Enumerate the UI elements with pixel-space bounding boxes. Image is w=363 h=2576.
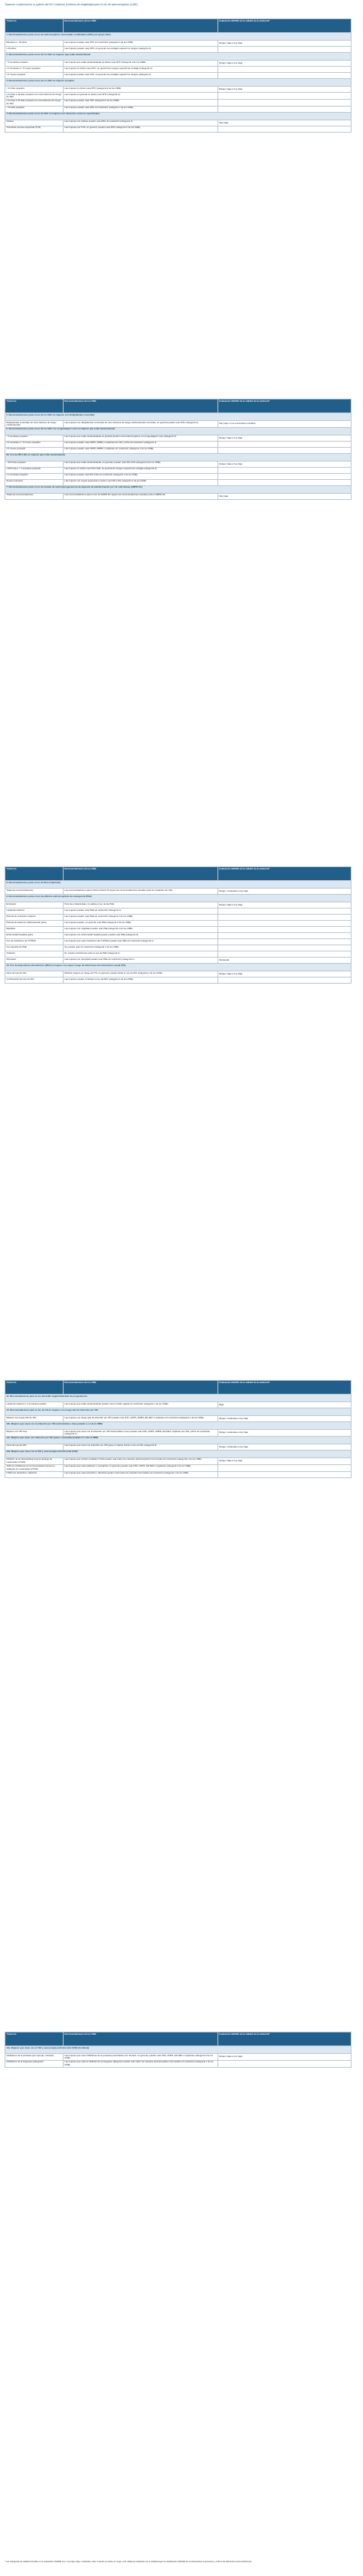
section-title: 2. Recomendaciones para el uso de los AHC en mujeres que están amamantando xyxy=(5,53,352,61)
section-title: 11. Recomendaciones para el uso del anillo vaginal liberador de progesterona xyxy=(5,1395,352,1402)
recommendation-cell: Las mujeres pueden, en general, usar PAE (categoría 2 de los CME). xyxy=(64,921,218,927)
section-header-row xyxy=(5,1450,352,1457)
table-row xyxy=(5,2060,352,2067)
evidence-cell xyxy=(218,479,352,485)
evidence-cell xyxy=(218,106,352,112)
condition-cell: ≥ 21 días a 42 días posparto con otros factores de riesgo de TEV xyxy=(5,93,64,100)
table-row xyxy=(5,1464,352,1471)
condition-cell: Uso repetido de PAE xyxy=(5,945,64,951)
recommendations-table xyxy=(5,18,352,133)
recommendation-cell: Las mujeres pueden usar AHC; en general, las ventajas superan los riesgos (categoría 2). xyxy=(64,73,218,79)
recommendation-cell: Las mujeres que están amamantando no deben usar AHC (categoría 4 de los CME). xyxy=(64,61,218,67)
condition-cell: < 21 días posparto xyxy=(5,87,64,93)
evidence-cell xyxy=(218,933,352,939)
condition-cell: ≥ 21 días a 42 días posparto sin otros factores de riesgo de TEV xyxy=(5,99,64,106)
evidence-cell: Rango: baja a muy baja xyxy=(218,971,352,978)
condition-cell: ITINN con etravirina o rilpivirina xyxy=(5,1471,64,1477)
table-row xyxy=(5,971,352,978)
condition-cell: Todas las recomendaciones xyxy=(5,493,64,499)
section-title: 5. Recomendaciones para el uso de los AHC en mujeres con dislipidemias conocidas xyxy=(5,413,352,421)
table-row xyxy=(5,909,352,915)
column-header: Recomendaciones de los CME xyxy=(64,2032,218,2046)
condition-cell: Inhibidores de la proteasa (por ejemplo, ritonavir) xyxy=(5,2054,64,2061)
table-row xyxy=(5,106,352,112)
condition-cell: Mujeres con VIH leve xyxy=(5,1430,64,1437)
condition-cell: Sepsis puerperal xyxy=(5,479,64,485)
table-row xyxy=(5,902,352,909)
table-row xyxy=(5,1444,352,1450)
condition-cell: Dislipidemias conocidas sin otros factores de riesgo cardiovascular xyxy=(5,421,64,428)
condition-cell: Todas las recomendaciones xyxy=(5,889,64,895)
section-header-row xyxy=(5,1395,352,1402)
table-header-row xyxy=(5,867,352,881)
section-header-row xyxy=(5,112,352,120)
table-row xyxy=(5,978,352,984)
evidence-cell xyxy=(218,951,352,958)
column-header: Evaluación GRADE de la calidad de la evidencia* xyxy=(218,867,352,881)
table-row xyxy=(5,889,352,895)
table-row xyxy=(5,73,352,79)
evidence-cell xyxy=(218,447,352,453)
section-header-row xyxy=(5,453,352,461)
recommendation-cell: Las mujeres que viven con infección por VIH grave no deben iniciar el uso de DIU (categoría 3). xyxy=(64,1444,218,1450)
table-header-row xyxy=(5,19,352,33)
recommendation-cell: Las mujeres que están amamantando, en general, pueden usar DIU-LNG (categoría 2 de los CME). xyxy=(64,461,218,467)
section-header-row xyxy=(5,881,352,889)
recommendation-cell: Las mujeres con obesidad pueden usar PAE sin restricción (categoría 1). xyxy=(64,958,218,964)
condition-cell: Inicio del uso de DIU xyxy=(5,1444,64,1450)
column-header: Evaluación GRADE de la calidad de la evidencia* xyxy=(218,399,352,413)
section-title: 1. Recomendaciones para el uso de anticonceptivos hormonales combinados (AHC) por grupo etario xyxy=(5,33,352,41)
evidence-cell: Baja xyxy=(218,1402,352,1408)
evidence-cell: Rango: baja a muy baja xyxy=(218,87,352,93)
section-title: 12b. Mujeres que viven con la infección por VIH asintomática o leve (estadio 1 o 2 de la OMS) xyxy=(5,1422,352,1430)
section-header-row xyxy=(5,53,352,61)
recommendation-cell: No existen restricciones para el uso de PAE (categoría 1). xyxy=(64,951,218,958)
section-title: 9. Recomendaciones para el uso de píldoras anticonceptivas de emergencia (PAE) xyxy=(5,895,352,902)
section-header-row xyxy=(5,1436,352,1444)
table-row xyxy=(5,939,352,945)
condition-cell: Uso de inductores de CYP3A4 xyxy=(5,939,64,945)
condition-cell: Lactancia materna ≥ 4 semanas posparto xyxy=(5,1402,64,1408)
table-row xyxy=(5,41,352,47)
evidence-cell: Rango: moderada a muy baja xyxy=(218,1416,352,1422)
condition-cell: Trombosis venosa superficial (TVS) xyxy=(5,126,64,132)
table-row xyxy=(5,958,352,964)
condition-cell: Continuación del uso de DIU xyxy=(5,978,64,984)
condition-cell: < 6 semanas posparto xyxy=(5,435,64,441)
recommendation-cell: Las mujeres que están amamantando pueden usar el anillo vaginal sin restricción (categoría 1 de los CME). xyxy=(64,1402,218,1408)
column-header: Trastorno xyxy=(5,1381,64,1395)
evidence-cell xyxy=(218,945,352,951)
table-row xyxy=(5,67,352,73)
recommendation-cell: Las mujeres con TVS, en general, pueden usar AHC (categoría 2 de los CME). xyxy=(64,126,218,132)
evidence-cell: Rango: baja a muy baja xyxy=(218,461,352,467)
evidence-cell xyxy=(218,73,352,79)
evidence-cell: Rango: moderada a muy baja xyxy=(218,889,352,895)
column-header: Recomendaciones de los CME xyxy=(64,867,218,881)
section-title: 6b. Uso de DIU-LNG en mujeres que están amamantando xyxy=(5,453,352,461)
table-row xyxy=(5,479,352,485)
table-row xyxy=(5,421,352,428)
recommendation-cell: Las mujeres con migrañas pueden usar PAE (categoría 2 de los CME). xyxy=(64,927,218,933)
table-row xyxy=(5,1430,352,1437)
recommendation-cell: Se pueden usar sin restricción (categoría 1 de los CME). xyxy=(64,945,218,951)
recommendation-cell: Las mujeres que usan efavirenz o nevirapina, en general, pueden usar AHC, AOPS, EN-NET e implantes (categoría 2 de los CME). xyxy=(64,1464,218,1471)
section-header-row xyxy=(5,2046,352,2054)
evidence-cell xyxy=(218,467,352,473)
condition-cell: Violación xyxy=(5,951,64,958)
section-title: 12c. Mujeres que viven con infección por VIH grave o avanzada (estadio 3 o 4 de la OMS) xyxy=(5,1436,352,1444)
section-title: 8. Recomendaciones para el uso de Sino-implant (II) xyxy=(5,881,352,889)
evidence-cell: Rango: baja a muy baja xyxy=(218,1457,352,1464)
condition-cell: Obesidad xyxy=(5,958,64,964)
evidence-cell xyxy=(218,1464,352,1471)
recommendation-cell: Las mujeres no deben usar AHC (categoría 4 de los CME). xyxy=(64,87,218,93)
table-row xyxy=(5,1457,352,1464)
evidence-cell xyxy=(218,473,352,479)
recommendation-cell: Las mujeres que usan inhibidores de la proteasa potenciados con ritonavir, en general, pueden usar AHC, AOPS, EN-NET e implantes (categoría 2 de los CME). xyxy=(64,2054,218,2061)
condition-cell: Historia de trastorno cardiovascular grave xyxy=(5,921,64,927)
recommendation-cell: Las mujeres que reciben cualquier ITIAN pueden usar todos los métodos anticonceptivos hormonales sin restricción (categoría 1 de los CME). xyxy=(64,1457,218,1464)
evidence-cell: Rango: baja a muy baja xyxy=(218,41,352,47)
section-title: 12e. Mujeres que viven con el VIH y usan terapia antirretroviral (TAR) (Continúa) xyxy=(5,2046,352,2054)
table-header-row xyxy=(5,2032,352,2046)
condition-cell: ≥ 6 meses posparto xyxy=(5,73,64,79)
condition-cell: Inhibidores de la integrasa (raltegravir) xyxy=(5,2060,64,2067)
section-title: 7. Recomendaciones para el uso de acetato de medroxiprogesterona de depósito de administración por vía subcutánea (AMPD-SC) xyxy=(5,485,352,493)
table-header-row xyxy=(5,1381,352,1395)
evidence-cell xyxy=(218,67,352,73)
evidence-cell: Muy baja: no se encontraron estudios xyxy=(218,421,352,428)
section-header-row xyxy=(5,1422,352,1430)
recommendation-cell: Las mujeres pueden usar AHC sin restricción (categoría 1 de los CME). xyxy=(64,106,218,112)
recommendation-cell: Las recomendaciones para el Sino-implant (II) siguen las recomendaciones actuales para los implantes de LNG. xyxy=(64,889,218,895)
evidence-cell xyxy=(218,47,352,53)
recommendations-table xyxy=(5,866,352,984)
table-row xyxy=(5,1416,352,1422)
table-row xyxy=(5,1402,352,1408)
condition-cell: Inhibidor de la transcriptasa inversa análogo de nucleósidos (ITIAN) xyxy=(5,1457,64,1464)
condition-cell: ≥ 48 horas a < 4 semanas posparto xyxy=(5,467,64,473)
table-row xyxy=(5,87,352,93)
section-header-row xyxy=(5,485,352,493)
recommendation-cell: Las mujeres pueden usar PAE sin restricción (categoría 1). xyxy=(64,909,218,915)
table-row xyxy=(5,915,352,921)
column-header: Trastorno xyxy=(5,2032,64,2046)
table-row xyxy=(5,126,352,132)
table-row xyxy=(5,435,352,441)
evidence-cell: Rango: baja a muy baja xyxy=(218,435,352,441)
condition-cell: Mujeres con riesgo alto de VIH xyxy=(5,1416,64,1422)
condition-cell: ≥ 4 semanas posparto xyxy=(5,473,64,479)
recommendation-cell: Las mujeres con enfermedad hepática grave pueden usar PAE (categoría 2). xyxy=(64,933,218,939)
section-header-row xyxy=(5,895,352,902)
evidence-cell xyxy=(218,921,352,927)
section-header-row xyxy=(5,33,352,41)
section-title: 12d. Mujeres que viven con el VIH y usan terapia antirretroviral (TAR) xyxy=(5,1450,352,1457)
evidence-cell xyxy=(218,939,352,945)
condition-cell: Embarazo xyxy=(5,902,64,909)
evidence-cell xyxy=(218,2060,352,2067)
evidence-cell xyxy=(218,93,352,100)
condition-cell: < 48 horas posparto xyxy=(5,461,64,467)
condition-cell: ≥ 6 meses posparto xyxy=(5,447,64,453)
table-row xyxy=(5,99,352,106)
evidence-cell: Moderada xyxy=(218,958,352,964)
recommendation-cell: Las mujeres con dislipidemias conocidas sin otros factores de riesgo cardiovascular conocidos, en general pueden usar AHC (categoría 2). xyxy=(64,421,218,428)
recommendation-cell: Para las embarazadas, no aplica el uso de las PAE. xyxy=(64,902,218,909)
table-row xyxy=(5,120,352,126)
table-row xyxy=(5,467,352,473)
condition-cell: Lactancia materna xyxy=(5,909,64,915)
condition-cell: < 6 semanas posparto xyxy=(5,61,64,67)
recommendation-cell: Las mujeres con riesgo alto de infección por VIH pueden usar AHC, AOPS, AMPD, EN-NET e implantes sin restricción (categoría 1 de los CME). xyxy=(64,1416,218,1422)
recommendation-cell: Las mujeres en general no deben usar AHC (categoría 3). xyxy=(64,93,218,100)
column-header: Evaluación GRADE de la calidad de la evidencia* xyxy=(218,2032,352,2046)
evidence-cell: Muy baja xyxy=(218,493,352,499)
evidence-cell: Rango: moderada a muy baja xyxy=(218,1444,352,1450)
section-title: 4. Recomendaciones para el uso de AHC en mujeres con trastornos venosos superficiales xyxy=(5,112,352,120)
recommendation-cell: Las mujeres no deben usar AHC; en general los riesgos superan las ventajas (categoría 3). xyxy=(64,67,218,73)
evidence-cell xyxy=(218,126,352,132)
evidence-cell: Rango: baja a muy baja xyxy=(218,2054,352,2061)
table-row xyxy=(5,493,352,499)
recommendation-cell: Las mujeres que están amamantando en general pueden usar anticonceptivos con progestágeno solo (categoría 2). xyxy=(64,435,218,441)
recommendation-cell: Las mujeres que usan inductores del CYP3A4 pueden usar PAE sin restricción (categoría 1). xyxy=(64,939,218,945)
table-row xyxy=(5,61,352,67)
section-header-row xyxy=(5,79,352,87)
table-row xyxy=(5,927,352,933)
section-header-row xyxy=(5,413,352,421)
table-row xyxy=(5,1471,352,1477)
recommendation-cell: Las mujeres pueden usar PAE sin restricción (categoría 1 de los CME). xyxy=(64,915,218,921)
section-header-row xyxy=(5,964,352,971)
evidence-cell xyxy=(218,978,352,984)
recommendations-table xyxy=(5,2032,352,2068)
table-row xyxy=(5,921,352,927)
recommendation-cell: Las mujeres con várices pueden usar AHC sin restricción (categoría 1). xyxy=(64,120,218,126)
table-row xyxy=(5,441,352,447)
section-title: 12. Recomendaciones para el uso de AH en mujeres con riesgo alto de infección por VIH xyxy=(5,1408,352,1416)
recommendation-cell: Las mujeres pueden usar AHC; en general, las ventajas superan los riesgos (categoría 2). xyxy=(64,47,218,53)
column-header: Evaluación GRADE de la calidad de la evidencia* xyxy=(218,19,352,33)
column-header: Recomendaciones de los CME xyxy=(64,1381,218,1395)
recommendation-cell: Las recomendaciones para el uso de AMPD-SC siguen las recomendaciones actuales para el AMPD-IM. xyxy=(64,493,218,499)
column-header: Trastorno xyxy=(5,867,64,881)
recommendation-cell: Las mujeres que usan el inhibidor de la integrasa raltegravir pueden usar todos los métodos anticonceptivos hormonales sin restricción (categoría 1 de los CME). xyxy=(64,2060,218,2067)
condition-cell: > 42 días posparto xyxy=(5,106,64,112)
column-header: Recomendaciones de los CME xyxy=(64,19,218,33)
column-header: Evaluación GRADE de la calidad de la evidencia* xyxy=(218,1381,352,1395)
condition-cell: ≥ 6 semanas a < 6 meses posparto xyxy=(5,441,64,447)
column-header: Trastorno xyxy=(5,399,64,413)
recommendation-cell: Las mujeres pueden usar AHC sin restricción (categoría 1 de los CME). xyxy=(64,41,218,47)
condition-cell: Várices xyxy=(5,120,64,126)
table-row xyxy=(5,951,352,958)
condition-cell: Historia de embarazo ectópico xyxy=(5,915,64,921)
evidence-cell: Rango: baja a muy baja xyxy=(218,902,352,909)
table-row xyxy=(5,93,352,100)
recommendation-cell: Las mujeres pueden continuar el uso del DIU (categoría 2 de los CME). xyxy=(64,978,218,984)
evidence-cell: Rango: baja a muy baja xyxy=(218,61,352,67)
evidence-cell xyxy=(218,99,352,106)
condition-cell: TAR con inhibidores de la transcriptasa inversa no análogos de nucleósidos (ITINN) xyxy=(5,1464,64,1471)
recommendation-cell: Las mujeres con sepsis puerperal no deben usar DIU-LNG (categoría 4 de los CME). xyxy=(64,479,218,485)
evidence-cell xyxy=(218,915,352,921)
section-header-row xyxy=(5,1408,352,1416)
evidence-cell: Rango: moderada a muy baja xyxy=(218,1430,352,1437)
footnote: * Las categorías de calidad incluidas en la evaluación GRADE son: muy baja, baja, moderada y alta. Cuando se indica un rango, esto refleja la evaluación de la calidad según la clasificación GRADE de los desenlaces importantes y críticos de diferentes recomendaciones. xyxy=(5,2561,253,2563)
table-row xyxy=(5,933,352,939)
condition-cell: Inicio del uso de DIU xyxy=(5,971,64,978)
table-row xyxy=(5,461,352,467)
condition-cell: ≥ 6 semanas a < 6 meses posparto xyxy=(5,67,64,73)
recommendation-cell: Las mujeres pueden usar DIU-LNG sin restricción (categoría 1 de los CME). xyxy=(64,473,218,479)
recommendation-cell: Las mujeres que usan etravirina o rilpivirina pueden usar todos los métodos hormonales sin restricción (categoría 1 de los CME). xyxy=(64,1471,218,1477)
recommendation-cell: Muchas mujeres en riesgo de ITS, en general, pueden iniciar el uso de DIU (categoría 2 de los CME). xyxy=(64,971,218,978)
evidence-cell xyxy=(218,1471,352,1477)
condition-cell: ≥ 40 años xyxy=(5,47,64,53)
table-header-row xyxy=(5,399,352,413)
column-header: Trastorno xyxy=(5,19,64,33)
recommendation-cell: Las mujeres pueden usar AOPS, AMPD y implantes sin restricción (categoría 1 de los CME). xyxy=(64,447,218,453)
evidence-cell: Muy baja xyxy=(218,120,352,126)
table-row xyxy=(5,2054,352,2061)
recommendation-cell: Las mujeres pueden usar AHC (categoría 2 de los CME). xyxy=(64,99,218,106)
table-row xyxy=(5,473,352,479)
column-header: Recomendaciones de los CME xyxy=(64,399,218,413)
recommendations-table xyxy=(5,399,352,500)
table-row xyxy=(5,447,352,453)
section-title: 10. Uso de dispositivos intrauterinos (DIU) en mujeres con mayor riesgo de infecciones de transmisión sexual (ITS) xyxy=(5,964,352,971)
recommendations-table xyxy=(5,1380,352,1478)
condition-cell: Enfermedad hepática grave xyxy=(5,933,64,939)
evidence-cell xyxy=(218,909,352,915)
section-header-row xyxy=(5,427,352,435)
recommendation-cell: Las mujeres pueden usar AOPS, AMPD y implantes de LNG y ETG sin restricción (categoría 1). xyxy=(64,441,218,447)
section-title: 6. Recomendaciones para el uso de los AHC con progestágeno solo en mujeres que están amamantando xyxy=(5,427,352,435)
evidence-cell xyxy=(218,441,352,447)
recommendation-cell: Las mujeres que viven con la infección por VIH asintomática o leve pueden usar AHC, AOPS, AMPD, EN-NET, implantes de LNG y ETG sin restricción (categoría 1). xyxy=(64,1430,218,1437)
table-row xyxy=(5,47,352,53)
condition-cell: Migrañas xyxy=(5,927,64,933)
recommendation-cell: Las mujeres no deben usar DIU-LNG; en general los riesgos superan las ventajas (categoría 3). xyxy=(64,467,218,473)
table-row xyxy=(5,945,352,951)
table-caption: Trastorno conductual en la opinión del ISO Gobierno (Criterios de elegibilidad para el uso de anticonceptivos (CME) xyxy=(5,3,138,6)
condition-cell: Menarca a < 40 años xyxy=(5,41,64,47)
section-title: 3. Recomendaciones para el uso de los AHC en mujeres posparto xyxy=(5,79,352,87)
evidence-cell xyxy=(218,927,352,933)
